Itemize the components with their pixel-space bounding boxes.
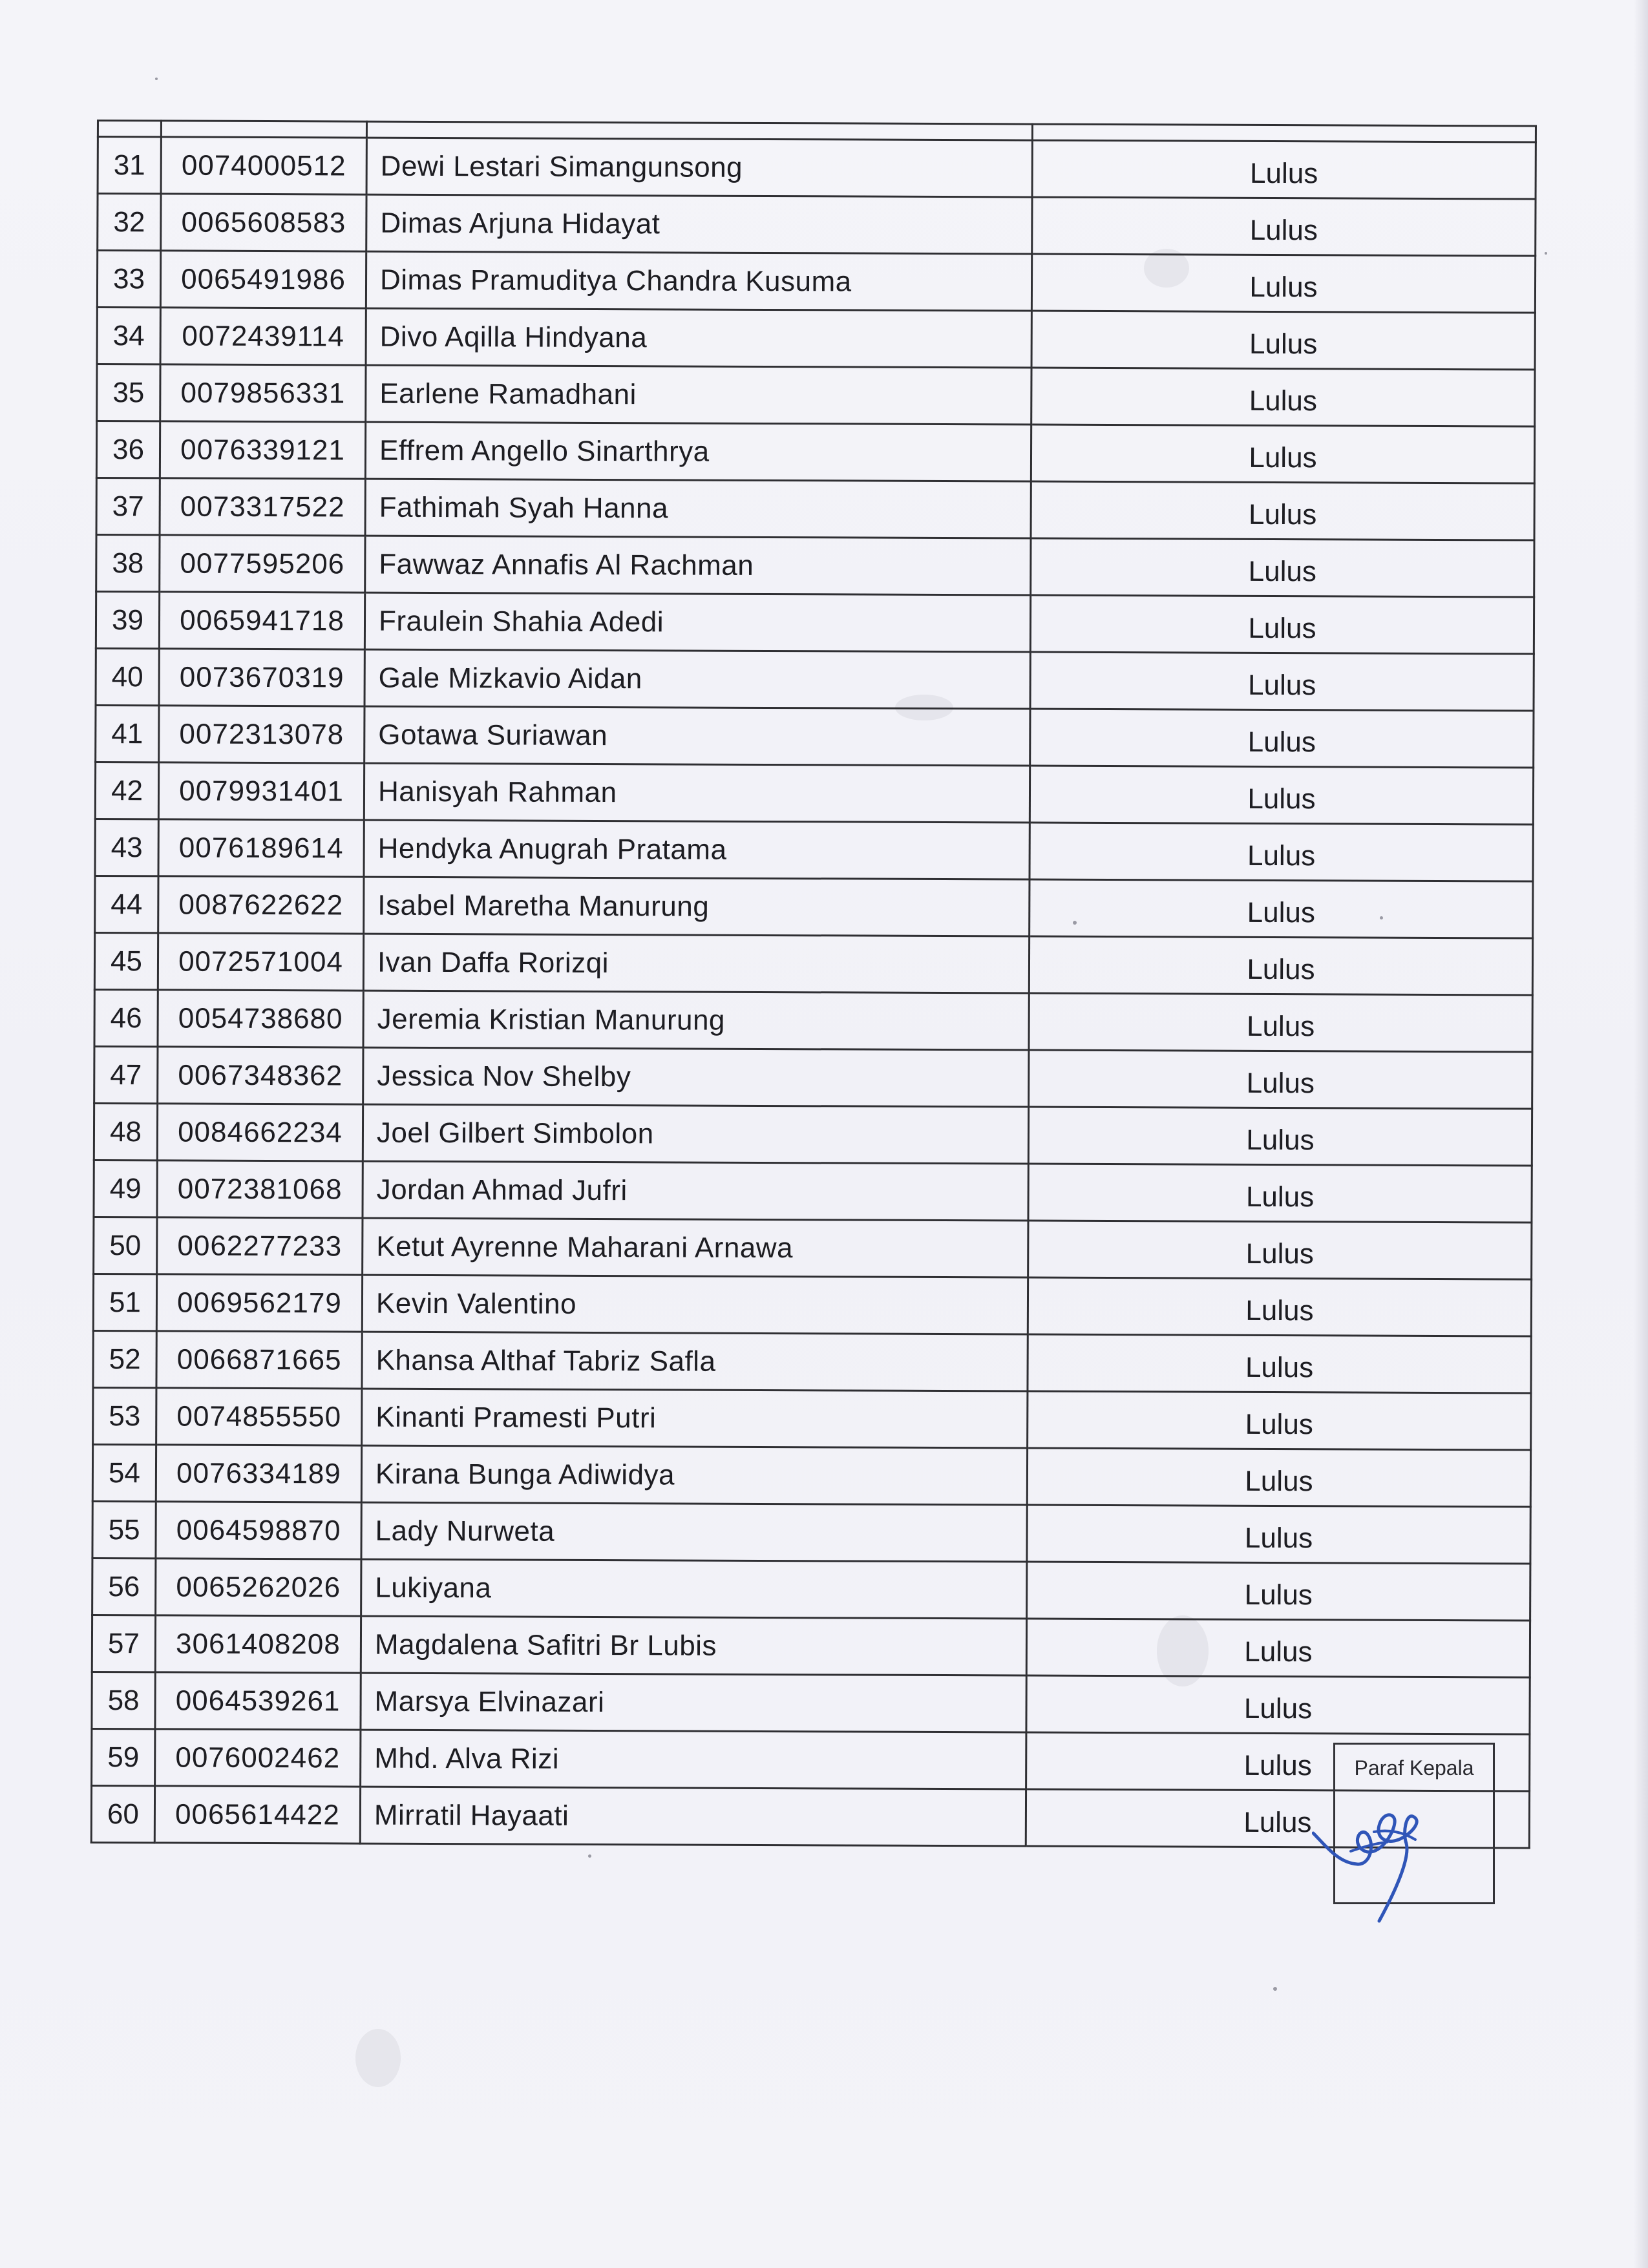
table-row (96, 705, 1534, 768)
results-table (90, 120, 1537, 1849)
nisn-cell: 0054738680 (158, 990, 363, 1047)
row-number-cell: 52 (93, 1330, 156, 1387)
student-name-cell: Kirana Bunga Adiwidya (361, 1445, 1027, 1505)
nisn-cell: 0073317522 (160, 478, 365, 536)
student-name-cell: Lady Nurweta (361, 1502, 1027, 1562)
student-name-cell: Lukiyana (361, 1559, 1027, 1619)
nisn-cell: 0079931401 (158, 762, 364, 820)
row-number-cell: 47 (94, 1046, 158, 1103)
nisn-cell: 0069562179 (156, 1274, 362, 1332)
status-cell: Lulus (1026, 1732, 1530, 1791)
student-name-cell: Earlene Ramadhani (366, 365, 1031, 425)
student-name-cell: Fawwaz Annafis Al Rachman (365, 536, 1031, 595)
nisn-cell: 0076339121 (160, 421, 365, 479)
student-name-cell: Divo Aqilla Hindyana (366, 308, 1031, 368)
status-cell: Lulus (1029, 993, 1532, 1052)
student-name-cell: Isabel Maretha Manurung (364, 877, 1030, 936)
student-name-cell: Kinanti Pramesti Putri (362, 1389, 1028, 1448)
row-number-cell: 48 (94, 1103, 157, 1160)
nisn-cell: 0072313078 (159, 706, 364, 763)
status-cell: Lulus (1030, 823, 1533, 881)
nisn-cell: 0065491986 (160, 251, 366, 308)
row-number-cell: 50 (94, 1217, 157, 1274)
table-row (94, 989, 1532, 1052)
row-number-cell: 53 (93, 1387, 156, 1444)
row-number-cell: 37 (96, 478, 160, 535)
table-row (96, 592, 1534, 655)
row-number-cell: 55 (92, 1501, 156, 1558)
table-row (92, 1501, 1530, 1564)
table-row (93, 1330, 1531, 1393)
status-cell: Lulus (1028, 1277, 1531, 1336)
student-name-cell: Jeremia Kristian Manurung (363, 991, 1029, 1050)
student-name-cell: Effrem Angello Sinarthrya (365, 422, 1031, 481)
results-table-body (91, 121, 1536, 1849)
student-name-cell: Fathimah Syah Hanna (365, 479, 1031, 538)
status-cell: Lulus (1026, 1675, 1530, 1734)
handwritten-signature (1312, 1806, 1467, 1935)
status-cell: Lulus (1027, 1505, 1530, 1564)
nisn-cell: 0072439114 (160, 308, 366, 365)
row-number-cell: 43 (95, 819, 158, 876)
dust-speck (588, 1854, 591, 1858)
status-cell: Lulus (1030, 595, 1534, 654)
status-cell: Lulus (1026, 1619, 1530, 1677)
student-name-cell: Dewi Lestari Simangunsong (366, 138, 1032, 197)
status-cell: Lulus (1031, 368, 1535, 426)
row-number-cell: 34 (97, 308, 160, 364)
student-name-cell: Fraulein Shahia Adedi (364, 593, 1030, 652)
page-edge-shadow (1634, 0, 1648, 2268)
table-row (92, 1672, 1530, 1734)
nisn-cell: 0074000512 (161, 137, 366, 194)
table-row (95, 819, 1533, 881)
dust-speck (155, 78, 158, 80)
row-number-cell: 40 (96, 648, 159, 705)
row-number-cell: 51 (93, 1274, 156, 1330)
status-cell: Lulus (1027, 1562, 1530, 1621)
student-name-cell: Kevin Valentino (362, 1275, 1028, 1334)
dust-speck (1273, 1987, 1277, 1991)
nisn-cell: 0064598870 (156, 1502, 361, 1559)
table-row (94, 932, 1532, 995)
row-number-cell: 31 (98, 137, 161, 194)
nisn-cell: 0067348362 (158, 1047, 363, 1104)
nisn-cell: 0087622622 (158, 876, 364, 934)
status-cell: Lulus (1032, 197, 1536, 256)
status-cell: Lulus (1031, 538, 1534, 597)
table-row (94, 1046, 1532, 1109)
row-number-cell: 60 (91, 1785, 154, 1842)
nisn-cell: 0076189614 (158, 819, 364, 877)
status-cell: Lulus (1028, 1107, 1532, 1166)
nisn-cell: 0079856331 (160, 364, 366, 422)
student-name-cell: Marsya Elvinazari (361, 1673, 1026, 1732)
row-number-cell: 58 (92, 1672, 155, 1728)
nisn-cell: 0064539261 (155, 1672, 361, 1730)
table-row (97, 251, 1535, 313)
row-number-cell: 46 (94, 989, 158, 1046)
nisn-cell: 0076002462 (155, 1729, 361, 1787)
student-name-cell: Dimas Arjuna Hidayat (366, 194, 1032, 254)
row-number-cell: 32 (98, 194, 161, 251)
table-row (93, 1274, 1531, 1336)
nisn-cell: 0074855550 (156, 1388, 362, 1445)
status-cell: Lulus (1027, 1448, 1530, 1507)
status-cell: Lulus (1026, 1789, 1529, 1848)
student-name-cell: Dimas Pramuditya Chandra Kusuma (366, 251, 1031, 311)
row-number-cell: 45 (94, 932, 158, 989)
dust-speck (1073, 921, 1077, 925)
table-row (92, 1558, 1530, 1621)
student-name-cell: Ivan Daffa Rorizqi (363, 934, 1029, 993)
status-cell: Lulus (1031, 311, 1535, 370)
table-row (93, 1387, 1531, 1450)
status-cell: Lulus (1031, 254, 1535, 313)
nisn-cell: 0065262026 (156, 1559, 361, 1616)
nisn-cell: 0066871665 (156, 1331, 362, 1389)
row-number-cell: 42 (95, 762, 158, 819)
nisn-cell: 0065941718 (159, 592, 364, 649)
row-number-cell: 41 (96, 705, 159, 762)
student-name-cell: Khansa Althaf Tabriz Safla (362, 1332, 1028, 1391)
status-cell: Lulus (1031, 425, 1534, 483)
student-name-cell: Mirratil Hayaati (360, 1787, 1026, 1846)
table-row (94, 1103, 1532, 1166)
status-cell: Lulus (1029, 936, 1532, 995)
nisn-cell: 0065608583 (161, 194, 366, 251)
table-row (95, 762, 1533, 824)
nisn-cell: 0077595206 (160, 535, 365, 593)
student-name-cell: Jessica Nov Shelby (363, 1047, 1029, 1107)
row-number-cell: 38 (96, 535, 160, 592)
table-row (97, 308, 1535, 370)
status-cell: Lulus (1031, 481, 1534, 540)
table-row (92, 1615, 1530, 1677)
table-row (94, 1217, 1532, 1279)
table-row (96, 478, 1534, 541)
paper-smudge (355, 2029, 401, 2087)
status-cell: Lulus (1030, 766, 1533, 824)
student-name-cell: Mhd. Alva Rizi (361, 1730, 1026, 1789)
table-row (98, 194, 1536, 257)
results-table-wrapper (90, 120, 1535, 1849)
status-cell: Lulus (1030, 709, 1534, 768)
student-name-cell: Hanisyah Rahman (364, 763, 1030, 823)
student-name-cell: Hendyka Anugrah Pratama (364, 820, 1030, 879)
row-number-cell: 39 (96, 592, 159, 649)
row-number-cell: 44 (95, 876, 158, 932)
nisn-cell: 0073670319 (159, 649, 364, 706)
nisn-cell: 3061408208 (155, 1615, 361, 1673)
table-row (96, 535, 1534, 598)
table-row (94, 1160, 1532, 1223)
student-name-cell: Ketut Ayrenne Maharani Arnawa (363, 1218, 1028, 1277)
row-number-cell: 33 (97, 251, 160, 308)
table-row (92, 1444, 1530, 1507)
header-cell-no (98, 121, 161, 137)
nisn-cell: 0072381068 (157, 1160, 363, 1218)
nisn-cell: 0072571004 (158, 933, 363, 991)
header-cell-status (1032, 124, 1536, 142)
table-row (96, 421, 1534, 484)
row-number-cell: 56 (92, 1558, 156, 1615)
initial-box-label: Paraf Kepala (1354, 1756, 1474, 1780)
row-number-cell: 59 (92, 1728, 155, 1785)
student-name-cell: Joel Gilbert Simbolon (363, 1104, 1028, 1164)
row-number-cell: 57 (92, 1615, 155, 1672)
status-cell: Lulus (1029, 1050, 1532, 1109)
status-cell: Lulus (1032, 140, 1536, 199)
status-cell: Lulus (1030, 652, 1534, 711)
status-cell: Lulus (1028, 1334, 1531, 1393)
nisn-cell: 0084662234 (157, 1104, 363, 1161)
row-number-cell: 36 (96, 421, 160, 478)
table-row (96, 648, 1534, 711)
student-name-cell: Magdalena Safitri Br Lubis (361, 1616, 1026, 1675)
header-cell-nisn (161, 121, 366, 138)
row-number-cell: 49 (94, 1160, 157, 1217)
nisn-cell: 0076334189 (156, 1445, 361, 1502)
table-row (95, 876, 1533, 938)
table-row (92, 1728, 1530, 1791)
dust-speck (1545, 252, 1547, 255)
student-name-cell: Jordan Ahmad Jufri (363, 1161, 1028, 1221)
status-cell: Lulus (1030, 879, 1533, 938)
student-name-cell: Gale Mizkavio Aidan (364, 649, 1030, 709)
status-cell: Lulus (1028, 1164, 1532, 1223)
status-cell: Lulus (1028, 1391, 1531, 1450)
nisn-cell: 0062277233 (157, 1217, 363, 1275)
row-number-cell: 54 (92, 1444, 156, 1501)
status-cell: Lulus (1028, 1221, 1532, 1279)
row-number-cell: 35 (97, 364, 160, 421)
nisn-cell: 0065614422 (154, 1786, 360, 1843)
table-row (98, 137, 1536, 200)
student-name-cell: Gotawa Suriawan (364, 706, 1030, 766)
dust-speck (1380, 916, 1383, 919)
table-row (97, 364, 1535, 427)
